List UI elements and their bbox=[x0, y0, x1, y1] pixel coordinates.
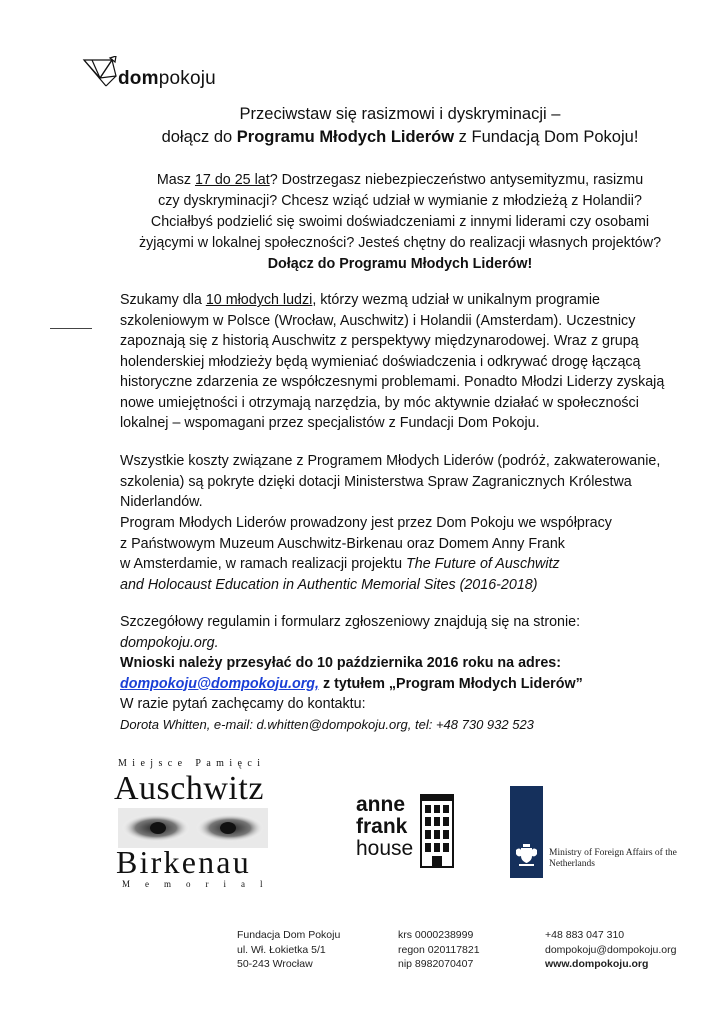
logo-wordmark: dompokoju bbox=[118, 68, 216, 89]
page-title bbox=[120, 103, 680, 149]
origami-bird-icon bbox=[82, 56, 118, 90]
funding-paragraph: Wszystkie koszty związane z Programem Młodych Liderów (podróż, zakwaterowanie, szkolenia) są pokryte dzięki dotacji Ministerstwa Spraw Zagranicznych Królestwa Niderlandów. bbox=[120, 453, 661, 510]
footer-website[interactable]: www.dompokoju.org bbox=[545, 958, 649, 970]
ministry-bar bbox=[510, 786, 543, 878]
website-text: dompokoju.org. bbox=[120, 634, 219, 651]
footer-address: Fundacja Dom Pokoju ul. Wł. Łokietka 5/1 50-243 Wrocław bbox=[237, 929, 341, 970]
email-link[interactable]: dompokoju@dompokoju.org, bbox=[120, 675, 319, 692]
dompokoju-logo bbox=[82, 56, 232, 96]
footer-email[interactable]: dompokoju@dompokoju.org bbox=[545, 943, 677, 956]
footer-phone: +48 883 047 310 bbox=[545, 929, 625, 941]
age-range: 17 do 25 lat bbox=[194, 172, 270, 188]
title-line-1: Przeciwstaw się rasizmowi i dyskryminacji – bbox=[239, 105, 561, 123]
margin-line bbox=[50, 328, 92, 329]
contact-details: Dorota Whitten, e-mail: d.whitten@dompokoju.org, tel: +48 730 932 523 bbox=[120, 716, 534, 732]
partners-paragraph: Program Młodych Liderów prowadzony jest przez Dom Pokoju we współpracy z Państwowym Muzeum Auschwitz-Birkenau oraz Domem Anny Frank w Amsterdamie, w ramach realizacji projektu The Future of Auschwitz and Holocaust Education in Authentic Memorial Sites (2016-2018) bbox=[120, 515, 612, 593]
call-to-action: Dołącz do Programu Młodych Liderów! bbox=[267, 256, 533, 272]
eyes-photo-icon bbox=[118, 808, 268, 848]
auschwitz-memorial-logo: Miejsce Pamięci Auschwitz Birkenau Memorial bbox=[114, 758, 278, 889]
program-description: Szukamy dla 10 młodych ludzi, którzy wezmą udział w unikalnym programie szkoleniowym w Polsce (Wrocław, Auschwitz) i Holandii (Amsterdam). Uczestnicy zapoznają się z historią Auschwitz z perspektywy międzynarodowej. Wraz z grupą holenderskiej młodzieży będą wymieniać doświadczenia i odkrywać drogę łączącą historyczne zdarzenia ze współczesnymi problemami. Ponadto Młodzi Liderzy zyskają nowe umiejętności i otrzymają narzędzia, by móc aktywnie działać w społeczności lokalnej – wspomagani przez specjalistów z Fundacji Dom Pokoju. bbox=[120, 292, 665, 431]
deadline-text: Wnioski należy przesyłać do 10 października 2016 roku na adres: bbox=[120, 655, 561, 671]
netherlands-ministry-logo: Ministry of Foreign Affairs of the Netherlands bbox=[510, 786, 685, 878]
footer-registration: krs 0000238999 regon 020117821 nip 8982070407 bbox=[398, 929, 480, 970]
anne-frank-house-logo: anne frank house bbox=[356, 794, 466, 870]
title-line-2: dołącz do Programu Młodych Liderów z Fundacją Dom Pokoju! bbox=[161, 128, 639, 146]
application-paragraph: Szczegółowy regulamin i formularz zgłoszeniowy znajdują się na stronie: dompokoju.org. Wnioski należy przesyłać do 10 października 2016 roku na adres: dompokoju@dompokoju.org, z tytułem „Program Młodych Liderów” W razie pytań zachęcamy do kontaktu: Dorota Whitten, e-mail: d.whitten@dompokoju.org, tel: +48 730 932 523 bbox=[120, 612, 680, 735]
house-facade-icon bbox=[420, 794, 454, 868]
intro-paragraph: Masz 17 do 25 lat? Dostrzegasz niebezpieczeństwo antysemityzmu, rasizmu czy dyskryminacji? Chcesz wziąć udział w wymianie z młodzieżą z Holandii? Chciałbyś podzielić się swoimi doświadczeniami z innymi liderami czy osobami żyjącymi w lokalnej społeczności? Jesteś chętny do realizacji własnych projektów? Dołącz do Programu Młodych Liderów! bbox=[110, 170, 690, 275]
footer-contact bbox=[545, 928, 677, 972]
coat-of-arms-icon bbox=[510, 786, 543, 878]
